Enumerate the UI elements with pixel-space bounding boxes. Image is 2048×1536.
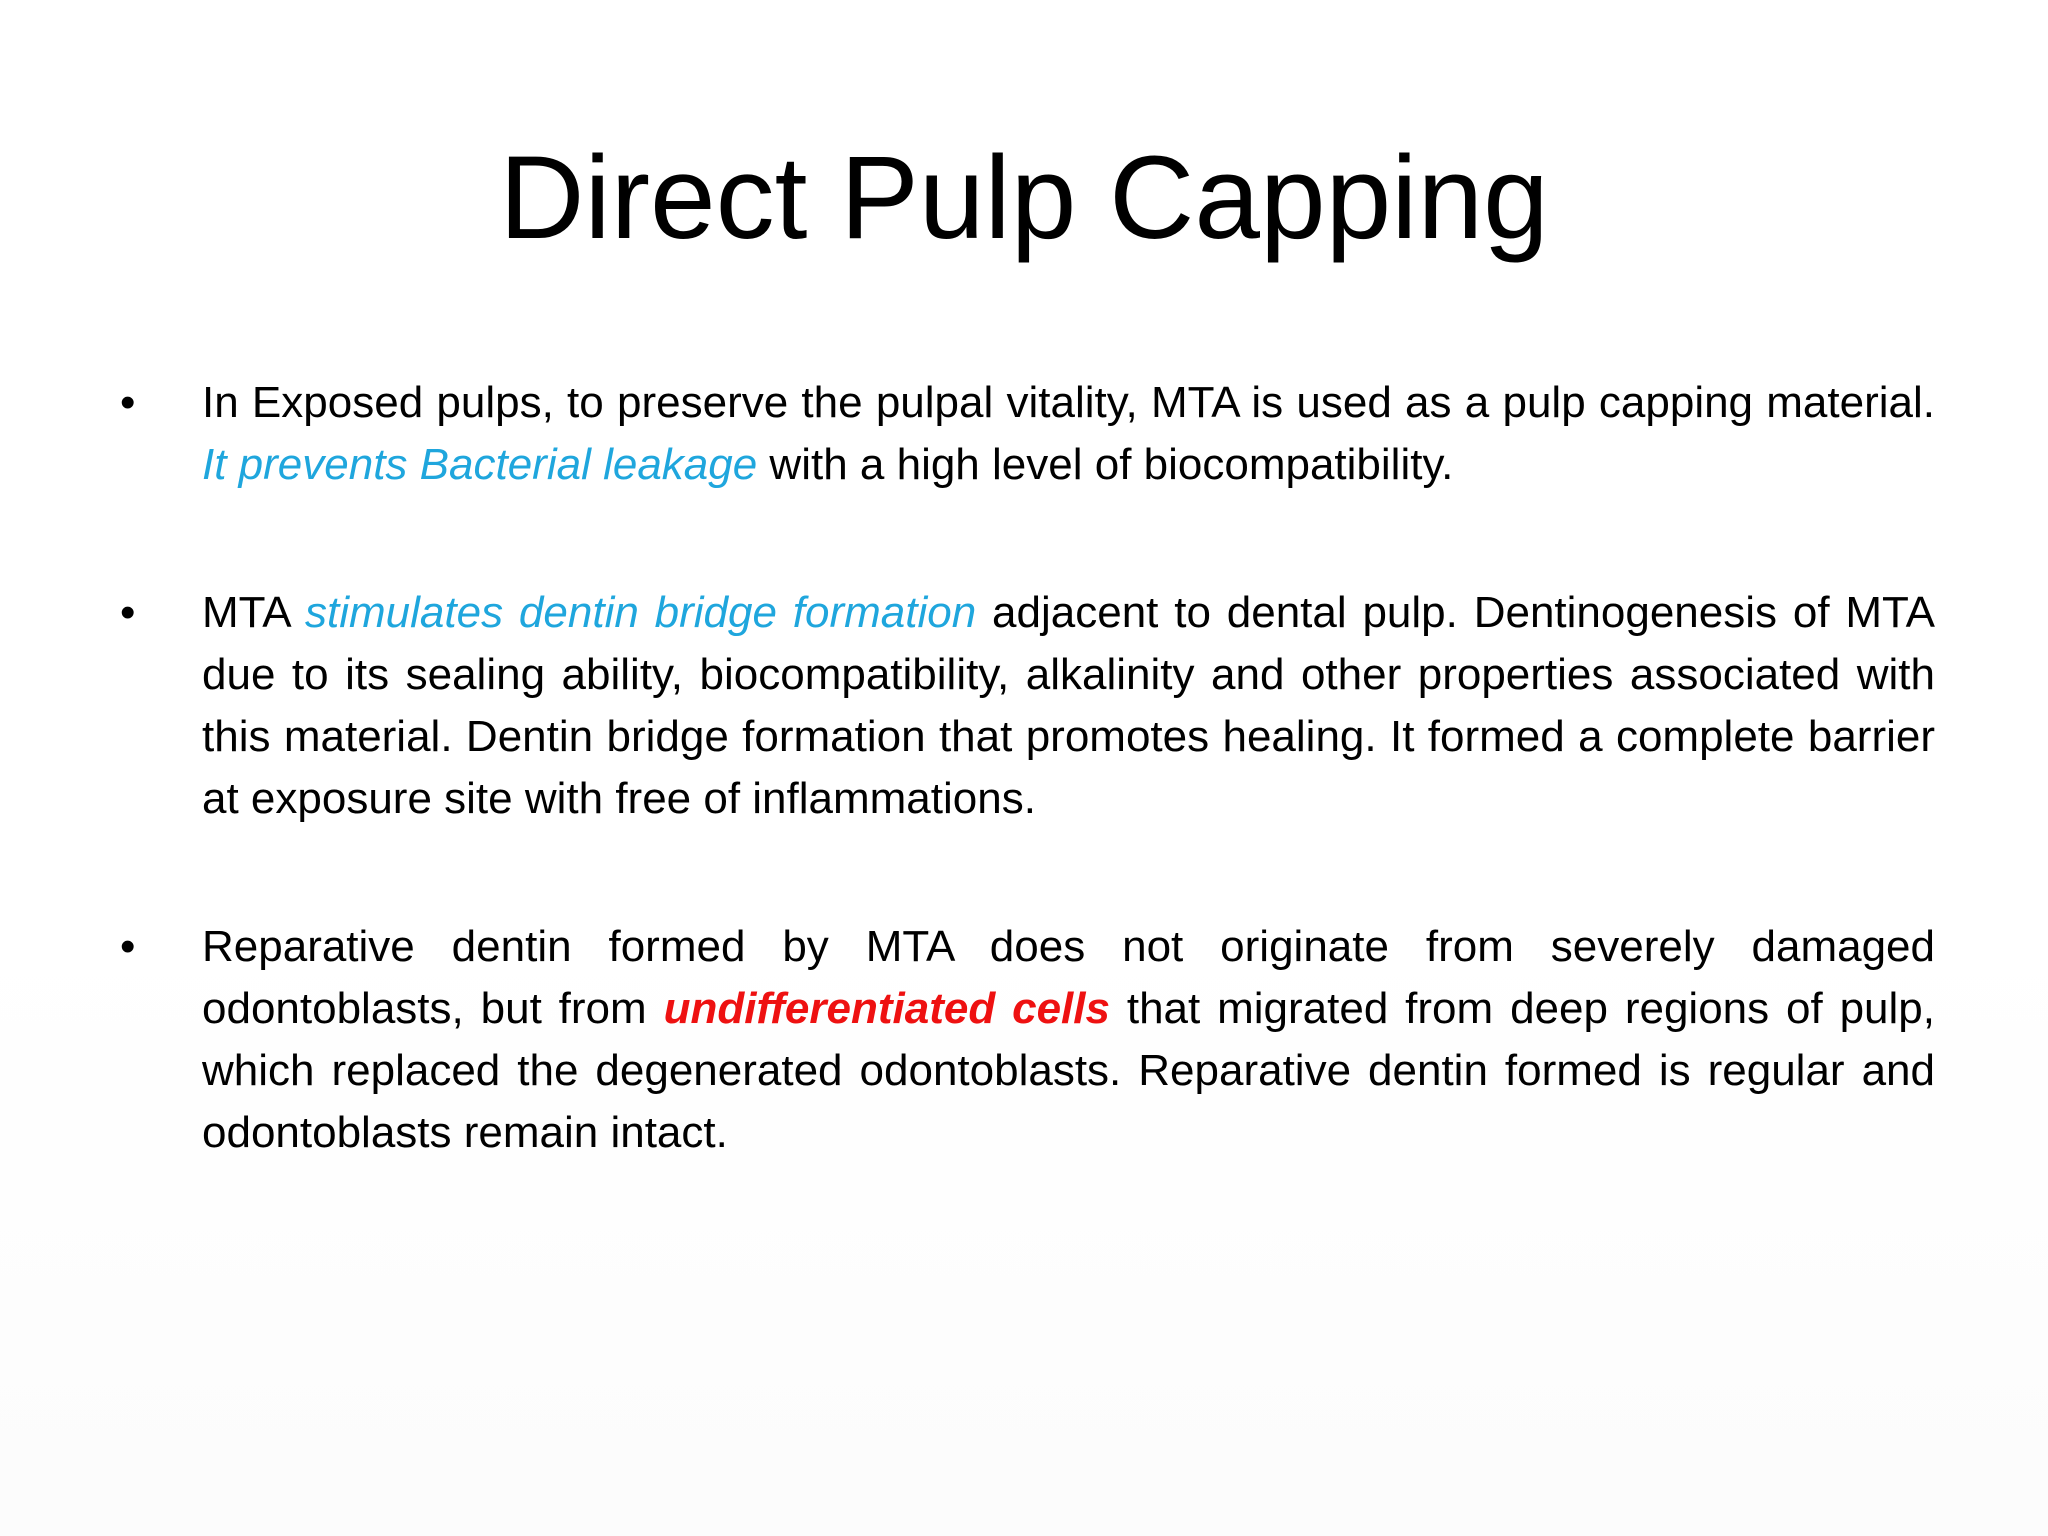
bullet-text: In Exposed pulps, to preserve the pulpal vitality, MTA is used as a pulp capping material. [202, 378, 1935, 427]
bullet-text: with a high level of biocompatibility. [757, 440, 1454, 489]
bullet-list [120, 372, 1935, 1164]
bullet-text: adjacent to dental pulp. Dentinogenesis of MTA due to its sealing ability, biocompatibility, alkalinity and other properties associated with this material. Dentin bridge formation that promotes healing. It formed a complete barrier at exposure site with free of inflammations. [202, 588, 1935, 823]
slide-title: Direct Pulp Capping [499, 132, 1549, 264]
bullet-highlight: It prevents Bacterial leakage [202, 440, 758, 489]
bullet-icon: • [120, 378, 136, 427]
bullet-text: Reparative dentin formed by MTA does not originate from severely damaged odontoblasts, but from [202, 922, 1935, 1033]
bullet-highlight: undifferentiated cells [663, 984, 1110, 1033]
bullet-icon: • [120, 588, 136, 637]
bullet-icon: • [120, 922, 136, 971]
bullet-text: that migrated from deep regions of pulp, which replaced the degenerated odontoblasts. Reparative dentin formed is regular and odontoblasts remain intact. [202, 984, 1936, 1157]
bullet-text: MTA [202, 588, 306, 637]
bullet-item [120, 372, 1935, 496]
bullet-highlight: stimulates dentin bridge formation [305, 588, 977, 637]
bullet-item [120, 916, 1935, 1164]
bullet-item [120, 582, 1935, 830]
